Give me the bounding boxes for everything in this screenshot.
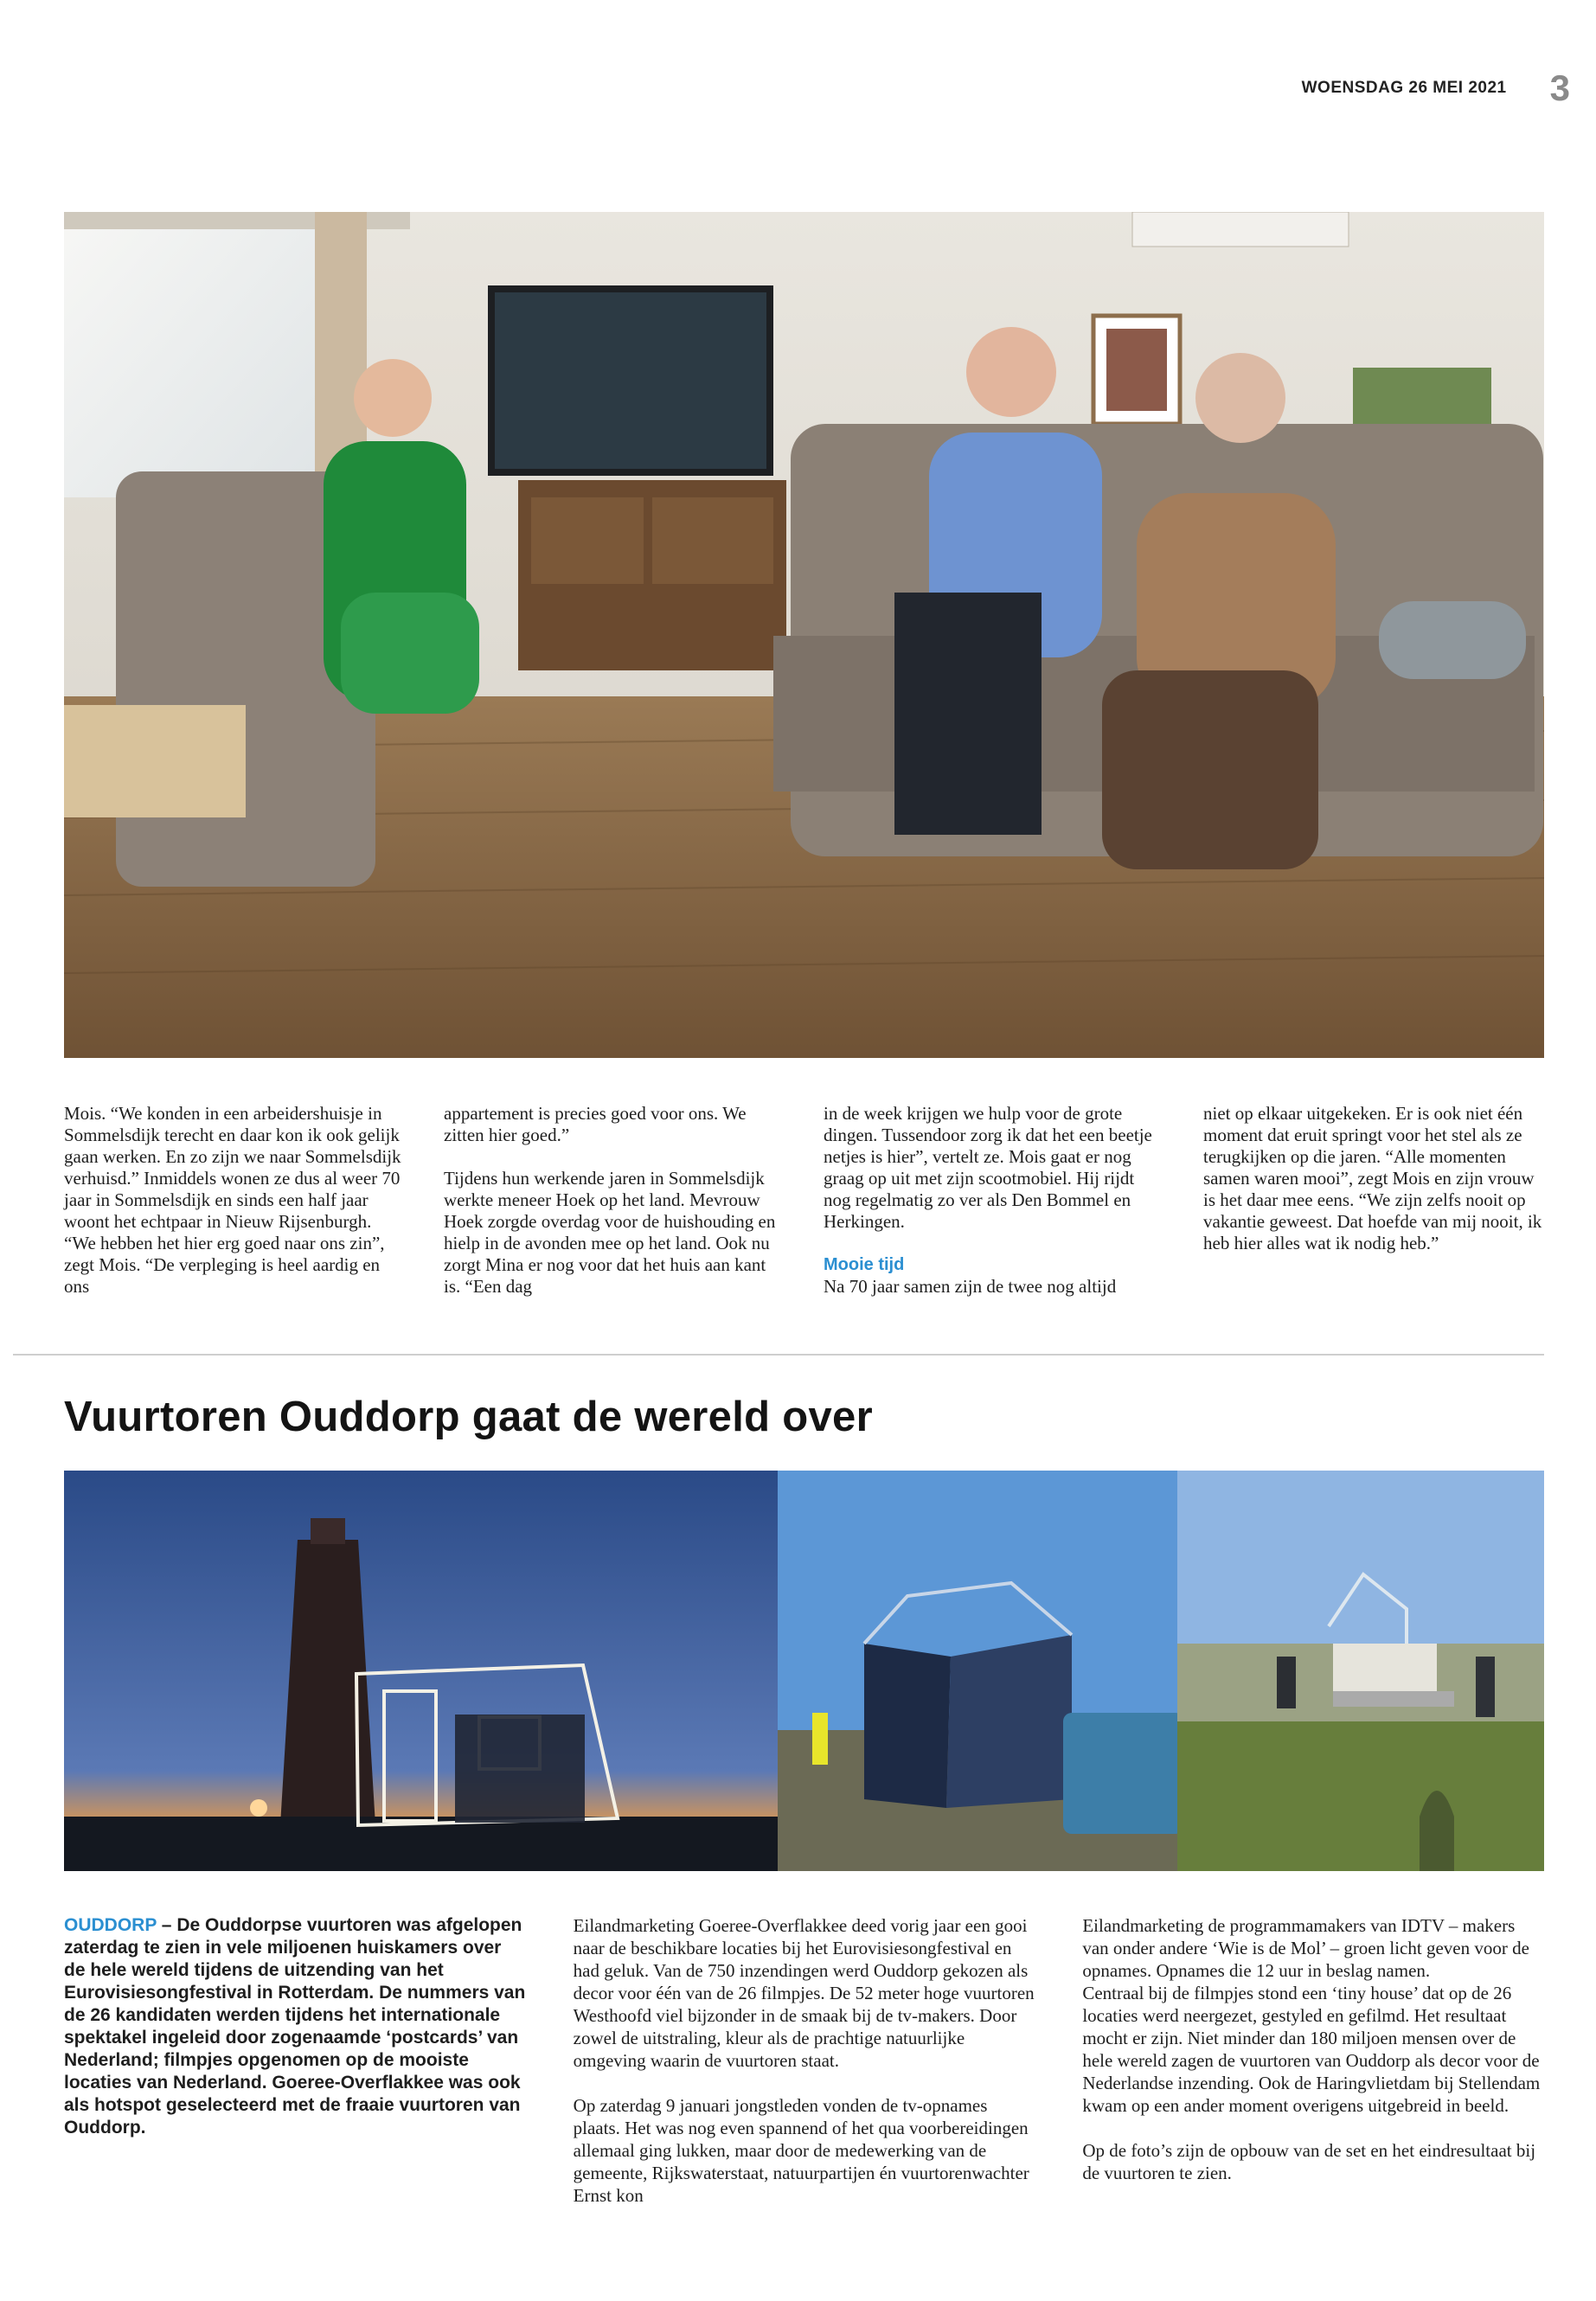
paragraph: Centraal bij de filmpjes stond een ‘tiny house’ dat op de 26 locaties werd neergezet, gestyled en gefilmd. Het resultaat mocht er zijn. Niet minder dan 180 miljoen mensen over de hele wereld zagen de vuurtoren van Ouddorp als decor voor de Nederlandse inzending. Ook de Haringvlietdam bij Stellendam kwam op een ander moment overigens uitgebreid in beeld. bbox=[1082, 1983, 1541, 2116]
page-number: 3 bbox=[1549, 67, 1570, 108]
paragraph: Op de foto’s zijn de opbouw van de set en het eindresultaat bij de vuurtoren te zien. bbox=[1082, 2140, 1536, 2183]
top-article-column-4 bbox=[1203, 1103, 1544, 1298]
issue-date: WOENSDAG 26 MEI 2021 bbox=[1301, 79, 1507, 97]
top-article-columns bbox=[64, 1103, 1544, 1298]
bottom-article-column-1 bbox=[64, 1914, 526, 2207]
subheading: Mooie tijd bbox=[824, 1255, 905, 1274]
bottom-article-column-2 bbox=[574, 1914, 1035, 2207]
bottom-article-column-3 bbox=[1082, 1914, 1544, 2207]
paragraph: Tijdens hun werkende jaren in Sommelsdijk werkte meneer Hoek op het land. Mevrouw Hoek zorgde overdag voor de huishouding en hielp in de avonden mee op het land. Ook nu zorgt Mina er nog voor dat het huis aan kant is. “Een dag bbox=[444, 1168, 776, 1297]
section-divider bbox=[13, 1354, 1544, 1356]
paragraph: appartement is precies goed voor ons. We zitten hier goed.” bbox=[444, 1103, 747, 1145]
top-article-column-3 bbox=[824, 1103, 1164, 1298]
paragraph: Mois. “We konden in een arbeidershuisje in Sommelsdijk terecht en daar kon ik ook gelijk gaan werken. En zo zijn we naar Sommelsdijk verhuisd.” Inmiddels wonen ze dus al weer 70 jaar in Sommelsdijk en sinds een half jaar woont het echtpaar in Nieuw Rijsenburgh. “We hebben het hier erg goed naar ons zin”, zegt Mois. “De verpleging is heel aardig en ons bbox=[64, 1103, 401, 1297]
paragraph: in de week krijgen we hulp voor de grote dingen. Tussendoor zorg ik dat het een beetje netjes is hier”, vertelt ze. Mois gaat er nog graag op uit met zijn scootmobiel. Hij rijdt nog regelmatig zo ver als Den Bommel en Herkingen. bbox=[824, 1103, 1152, 1232]
paragraph: niet op elkaar uitgekeken. Er is ook niet één moment dat eruit springt voor het stel als ze terugkijken op die jaren. “Alle momenten samen waren mooi”, zegt Mois en zijn vrouw is het daar mee eens. “We zijn zelfs nooit op vakantie geweest. Dat hoefde van mij nooit, ik heb hier alles wat ik nodig heb.” bbox=[1203, 1103, 1542, 1253]
paragraph: Eilandmarketing Goeree-Overflakkee deed vorig jaar een gooi naar de beschikbare locaties bij het Eurovisiesongfestival en had geluk. Van de 750 inzendingen werd Ouddorp gekozen als decor voor één van de 26 filmpjes. De 52 meter hoge vuurtoren Westhoofd viel bijzonder in de smaak bij de tv-makers. Door zowel de uitstraling, kleur als de prachtige natuurlijke omgeving waarin de vuurtoren staat. bbox=[573, 1915, 1035, 2071]
paragraph: Eilandmarketing de programmamakers van IDTV – makers van onder andere ‘Wie is de Mol’ – groen licht geven voor de opnames. Opnames die 12 uur in beslag namen. bbox=[1082, 1915, 1529, 1981]
page-header bbox=[1302, 67, 1570, 109]
lighthouse-night-photo bbox=[64, 1471, 778, 1871]
dateline: OUDDORP bbox=[64, 1915, 157, 1935]
top-article-column-1 bbox=[64, 1103, 405, 1298]
lead-text: – De Ouddorpse vuurtoren was afgelopen zaterdag te zien in vele miljoenen huiskamers over de hele wereld tijdens de uitzending van het Eurovisiesongfestival in Rotterdam. De nummers van de 26 kandidaten werden tijdens het internationale spektakel ingeleid door zogenaamde ‘postcards’ van Nederland; filmpjes opgenomen op de mooiste locaties van Nederland. Goeree-Overflakkee was ook als hotspot geselecteerd met de fraaie vuurtoren van Ouddorp. bbox=[64, 1915, 526, 2138]
lighthouse-photo-strip bbox=[64, 1471, 1544, 1871]
top-article-column-2 bbox=[444, 1103, 785, 1298]
bottom-article-columns bbox=[64, 1914, 1544, 2207]
article-headline: Vuurtoren Ouddorp gaat de wereld over bbox=[64, 1394, 873, 1440]
article-lead bbox=[64, 1914, 526, 2139]
paragraph: Op zaterdag 9 januari jongstleden vonden de tv-opnames plaats. Het was nog even spannend of het qua voorbereidingen allemaal ging lukken, maar door de medewerking van de gemeente, Rijkswaterstaat, natuurpartijen én vuurtorenwachter Ernst kon bbox=[573, 2095, 1029, 2206]
set-construction-photo bbox=[1177, 1471, 1544, 1871]
tiny-house-build-photo bbox=[778, 1471, 1177, 1871]
paragraph: Na 70 jaar samen zijn de twee nog altijd bbox=[824, 1276, 1117, 1297]
living-room-photo bbox=[64, 212, 1544, 1058]
